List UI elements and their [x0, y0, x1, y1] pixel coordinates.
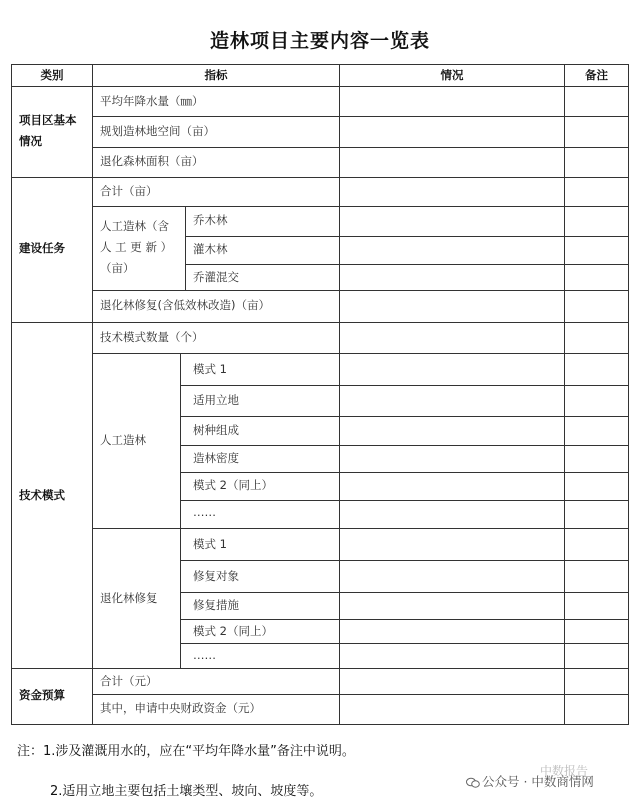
category-basic-line2: 情况: [19, 134, 42, 148]
sub-indicator-cell: 模式 2（同上）: [193, 624, 273, 638]
indicator-group-line1: 人工造林（含: [100, 219, 169, 233]
table-border-right: [628, 64, 629, 725]
table-border-top: [11, 64, 628, 65]
row-divider: [180, 592, 628, 593]
indicator-group-line2: 人 工 更 新 ）: [100, 240, 173, 254]
row-divider: [92, 353, 628, 354]
indicator-group-line3: （亩）: [100, 261, 135, 275]
sub-indicator-cell: 乔灌混交: [193, 270, 239, 284]
sub-indicator-cell: 模式 2（同上）: [193, 478, 273, 492]
sub-indicator-cell: 适用立地: [193, 393, 239, 407]
sub-indicator-cell: 乔木林: [193, 213, 228, 227]
row-divider: [180, 472, 628, 473]
indicator-group: 退化林修复: [100, 591, 158, 605]
indicator-cell: 规划造林地空间（亩）: [100, 124, 215, 138]
header-divider: [11, 86, 628, 87]
row-divider: [185, 236, 628, 237]
indicator-cell: 退化林修复(含低效林改造)（亩）: [100, 298, 270, 312]
row-divider: [92, 290, 628, 291]
sub-indicator-cell: 模式 1: [193, 537, 227, 551]
sub-indicator-cell: 修复对象: [193, 569, 239, 583]
row-divider: [180, 385, 628, 386]
sub-indicator-cell: ……: [193, 505, 216, 519]
indicator-cell: 技术模式数量（个）: [100, 330, 204, 344]
column-divider: [92, 64, 93, 725]
section-divider: [11, 668, 628, 669]
row-divider: [180, 619, 628, 620]
sub-indicator-cell: 修复措施: [193, 598, 239, 612]
row-divider: [180, 560, 628, 561]
header-indicator: 指标: [204, 68, 228, 82]
row-divider: [185, 264, 628, 265]
watermark-text: 公众号 · 中数商情网: [482, 774, 594, 789]
column-divider: [564, 64, 565, 725]
row-divider: [92, 206, 628, 207]
category-tech: 技术模式: [19, 488, 65, 502]
category-budget: 资金预算: [19, 688, 65, 702]
category-tasks: 建设任务: [19, 241, 65, 255]
indicator-cell: 合计（亩）: [100, 184, 158, 198]
header-remarks: 备注: [585, 68, 608, 82]
wechat-icon: [466, 777, 480, 788]
sub-indicator-cell: 树种组成: [193, 423, 239, 437]
sub-indicator-cell: 模式 1: [193, 362, 227, 376]
column-divider: [185, 206, 186, 291]
category-basic-line1: 项目区基本: [19, 113, 77, 127]
sub-indicator-cell: ……: [193, 648, 216, 662]
note-1: 注：1.涉及灌溉用水的，应在“平均年降水量”备注中说明。: [17, 744, 355, 759]
section-divider: [11, 177, 628, 178]
section-divider: [11, 322, 628, 323]
watermark: [466, 772, 594, 790]
column-divider: [180, 353, 181, 668]
indicator-group: 人工造林: [100, 433, 146, 447]
indicator-cell: 平均年降水量（㎜）: [100, 94, 204, 108]
row-divider: [180, 643, 628, 644]
row-divider: [92, 528, 628, 529]
sub-indicator-cell: 灌木林: [193, 242, 228, 256]
row-divider: [180, 416, 628, 417]
row-divider: [92, 147, 628, 148]
column-divider: [339, 64, 340, 725]
row-divider: [180, 500, 628, 501]
table-border-left: [11, 64, 12, 725]
indicator-cell: 退化森林面积（亩）: [100, 154, 204, 168]
watermark-faded: 中数报告: [540, 764, 589, 778]
header-category: 类别: [40, 68, 64, 82]
indicator-cell: 其中，申请中央财政资金（元）: [100, 701, 261, 715]
page-title: 造林项目主要内容一览表: [209, 30, 430, 52]
row-divider: [180, 445, 628, 446]
header-situation: 情况: [440, 68, 464, 82]
note-2: 2.适用立地主要包括土壤类型、坡向、坡度等。: [50, 784, 323, 799]
indicator-cell: 合计（元）: [100, 674, 158, 688]
row-divider: [92, 116, 628, 117]
row-divider: [92, 694, 628, 695]
table-border-bottom: [11, 724, 628, 725]
sub-indicator-cell: 造林密度: [193, 451, 239, 465]
